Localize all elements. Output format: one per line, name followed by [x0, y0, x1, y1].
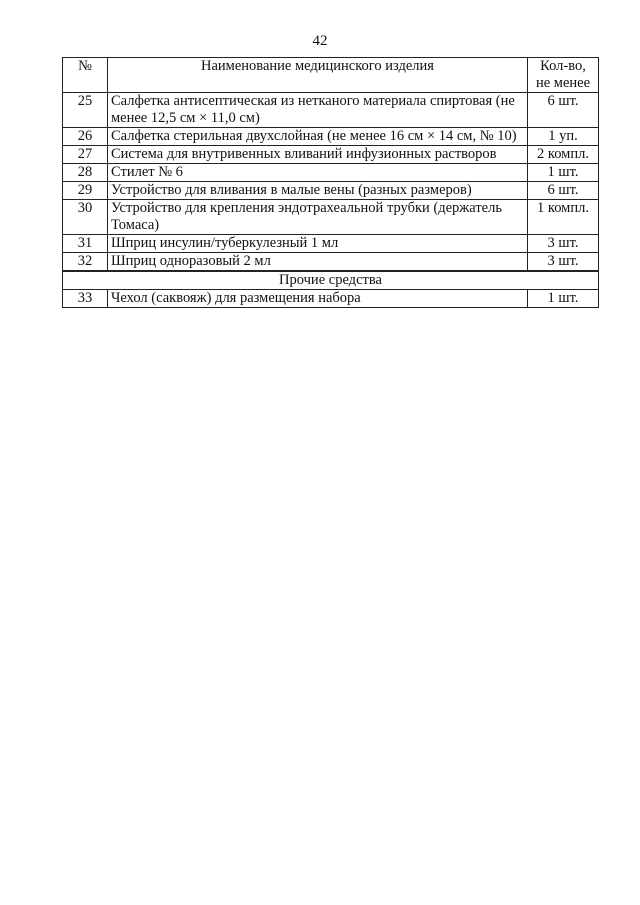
- row-item-name: Салфетка стерильная двухслойная (не менее 16 см × 14 см, № 10): [108, 128, 528, 146]
- header-quantity-line1: Кол-во,: [540, 58, 586, 74]
- row-number: 31: [63, 235, 108, 253]
- row-item-name: Устройство для вливания в малые вены (разных размеров): [108, 182, 528, 200]
- row-item-name: Стилет № 6: [108, 164, 528, 182]
- row-number: 26: [63, 128, 108, 146]
- medical-items-table: [62, 57, 599, 308]
- section-title: Прочие средства: [63, 271, 599, 290]
- table-row: [63, 128, 599, 146]
- header-number: №: [63, 58, 108, 93]
- section-row: [63, 271, 599, 290]
- row-quantity: 3 шт.: [528, 253, 599, 272]
- row-item-name: Система для внутривенных вливаний инфузионных растворов: [108, 146, 528, 164]
- row-quantity: 3 шт.: [528, 235, 599, 253]
- row-number: 33: [63, 290, 108, 308]
- row-quantity: 2 компл.: [528, 146, 599, 164]
- header-quantity: [528, 58, 599, 93]
- row-item-name: Чехол (саквояж) для размещения набора: [108, 290, 528, 308]
- row-quantity: 1 шт.: [528, 164, 599, 182]
- row-item-name: Шприц инсулин/туберкулезный 1 мл: [108, 235, 528, 253]
- row-quantity: 6 шт.: [528, 182, 599, 200]
- row-quantity: 1 шт.: [528, 290, 599, 308]
- table-row: [63, 164, 599, 182]
- row-number: 25: [63, 93, 108, 128]
- table-row: [63, 146, 599, 164]
- row-number: 27: [63, 146, 108, 164]
- row-number: 32: [63, 253, 108, 272]
- row-number: 29: [63, 182, 108, 200]
- page-number: 42: [312, 33, 328, 49]
- row-quantity: 1 компл.: [528, 200, 599, 235]
- row-item-name: Устройство для крепления эндотрахеальной трубки (держатель Томаса): [108, 200, 528, 235]
- table-row: [63, 235, 599, 253]
- row-item-name: Салфетка антисептическая из нетканого материала спиртовая (не менее 12,5 см × 11,0 см): [108, 93, 528, 128]
- table-row: [63, 253, 599, 272]
- header-quantity-line2: не менее: [535, 75, 591, 91]
- table-row: [63, 200, 599, 235]
- table-row: [63, 290, 599, 308]
- header-item-name: Наименование медицинского изделия: [108, 58, 528, 93]
- table-row: [63, 182, 599, 200]
- row-quantity: 6 шт.: [528, 93, 599, 128]
- row-number: 28: [63, 164, 108, 182]
- table-row: [63, 93, 599, 128]
- row-number: 30: [63, 200, 108, 235]
- table-header-row: [63, 58, 599, 93]
- row-item-name: Шприц одноразовый 2 мл: [108, 253, 528, 272]
- row-quantity: 1 уп.: [528, 128, 599, 146]
